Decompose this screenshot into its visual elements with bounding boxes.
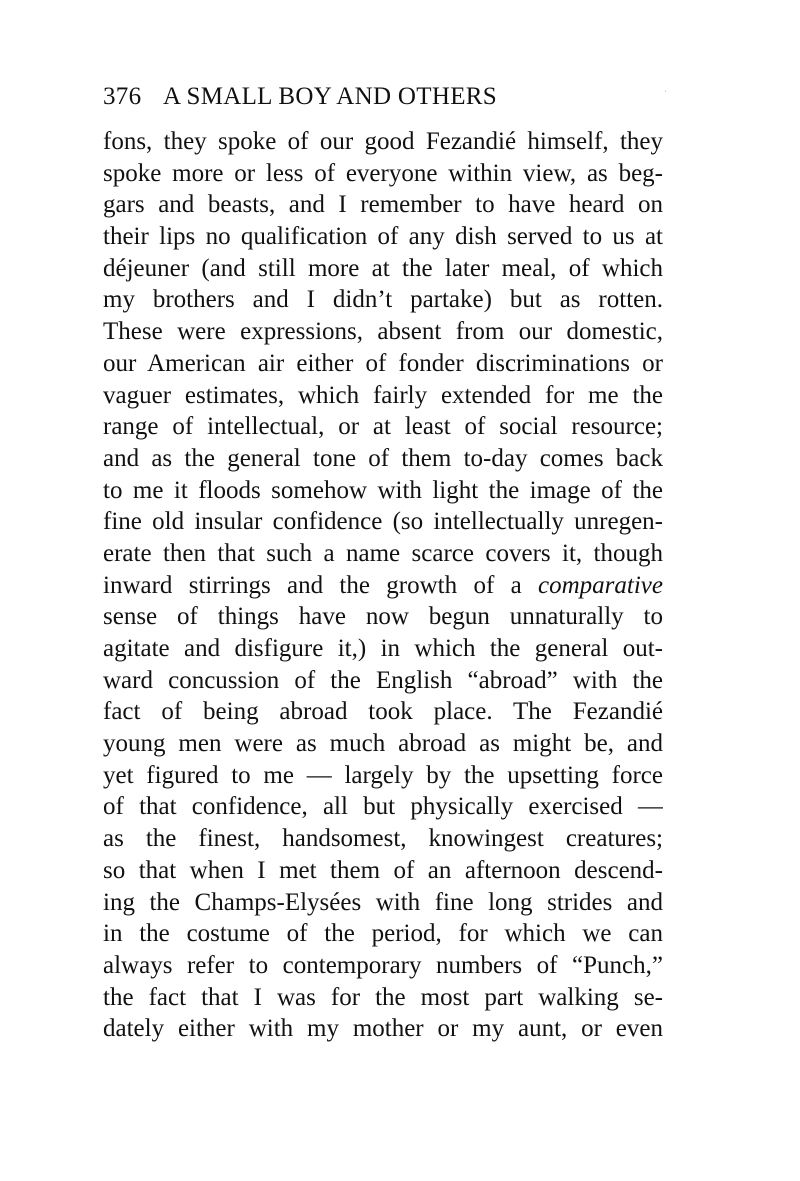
text-line: and as the general tone of them to-day comes back xyxy=(103,444,663,472)
text-line: gars and beasts, and I remember to have heard on xyxy=(103,191,663,219)
italic-word: comparative xyxy=(538,571,663,599)
text-line: sense of things have now begun unnaturally to xyxy=(103,603,663,631)
text-line: fine old insular confidence (so intellectually unregen- xyxy=(103,508,663,536)
page-number: 376 xyxy=(103,83,142,110)
text-line: ing the Champs-Elysées with fine long strides and xyxy=(103,888,663,916)
running-title: A SMALL BOY AND OTHERS xyxy=(163,83,497,110)
text-line: dately either with my mother or my aunt, or even xyxy=(103,1015,663,1043)
text-line-with-italic: inward stirrings and the growth of a comparative xyxy=(103,571,663,599)
text-line: These were expressions, absent from our domestic, xyxy=(103,318,663,346)
text-line: fons, they spoke of our good Fezandié himself, they xyxy=(103,128,663,155)
text-line: spoke more or less of everyone within view, as beg- xyxy=(103,159,663,187)
text-line: range of intellectual, or at least of social resource; xyxy=(103,413,663,441)
text-line: ward concussion of the English “abroad” with the xyxy=(103,666,663,694)
body-text xyxy=(103,126,663,1045)
text-line: the fact that I was for the most part walking se- xyxy=(103,983,663,1011)
text-line: of that confidence, all but physically exercised — xyxy=(103,793,663,821)
running-head xyxy=(103,80,663,114)
scan-mark xyxy=(665,90,666,92)
text-line: déjeuner (and still more at the later meal, of which xyxy=(103,254,663,282)
text-line: our American air either of fonder discriminations or xyxy=(103,349,663,377)
text-line: to me it floods somehow with light the image of the xyxy=(103,476,663,504)
text-line: yet figured to me — largely by the upsetting force xyxy=(103,761,663,789)
text-line: agitate and disfigure it,) in which the general out- xyxy=(103,635,663,662)
text-line: young men were as much abroad as might be, and xyxy=(103,730,663,758)
text-line: as the finest, handsomest, knowingest creatures; xyxy=(103,825,663,853)
text-line: erate then that such a name scarce covers it, though xyxy=(103,539,663,567)
text-line: in the costume of the period, for which we can xyxy=(103,920,663,948)
text-line: my brothers and I didn’t partake) but as rotten. xyxy=(103,286,663,314)
text-line: so that when I met them of an afternoon descend- xyxy=(103,856,663,884)
text-line: vaguer estimates, which fairly extended for me the xyxy=(103,381,663,409)
text-line: their lips no qualification of any dish served to us at xyxy=(103,223,663,251)
text-line: fact of being abroad took place. The Fezandié xyxy=(103,698,663,726)
text-line: always refer to contemporary numbers of “Punch,” xyxy=(103,951,663,979)
